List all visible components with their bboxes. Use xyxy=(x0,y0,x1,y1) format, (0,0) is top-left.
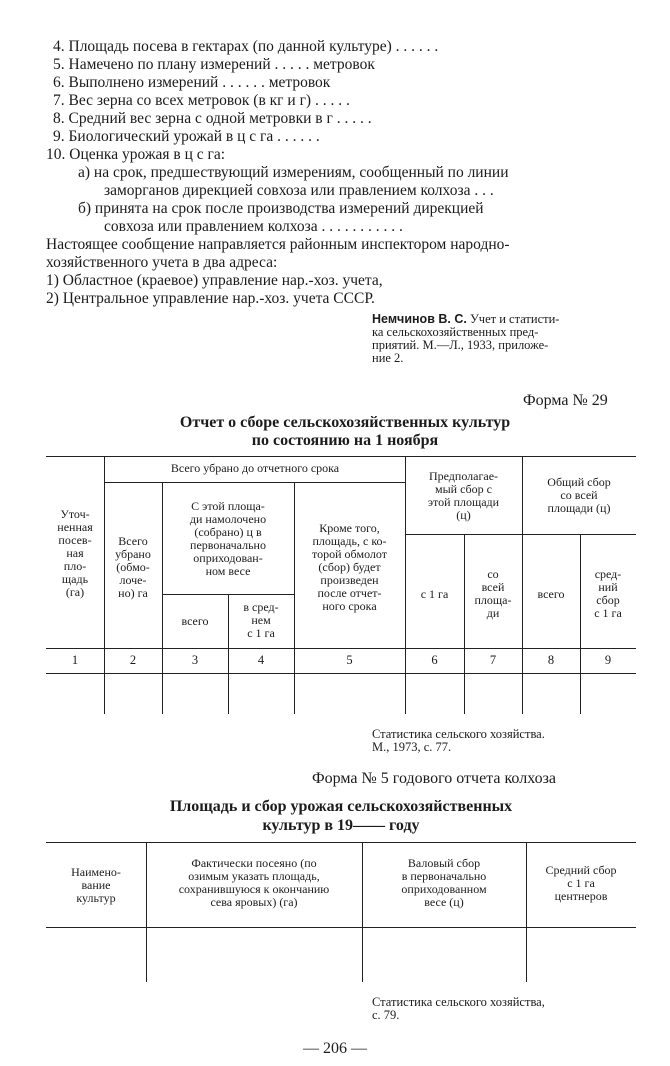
note-line1: Настоящее сообщение направляется районным инспектором народно- xyxy=(46,236,510,253)
form-5-title-line1: Площадь и сбор урожая сельскохозяйственных xyxy=(169,798,513,815)
citation-1-title: Учет и статисти- xyxy=(469,312,560,326)
list-item-4: 4. Площадь посева в гектарах (по данной культуре) . . . . . . xyxy=(53,38,439,55)
form-29-title-line1: Отчет о сборе сельскохозяйственных культур xyxy=(179,414,511,431)
sub-item-a-line2: заморганов дирекцией совхоза или правлением колхоза . . . xyxy=(104,182,494,199)
form-29-col2-header: Всего убрано (обмо- лоче- но) га xyxy=(115,534,151,600)
list-item-10: 10. Оценка урожая в ц с га: xyxy=(46,146,226,163)
form-29-col-number: 4 xyxy=(257,653,265,667)
form-29-col3-header: всего xyxy=(181,614,209,628)
address-1: 1) Областное (краевое) управление нар.-хоз. учета, xyxy=(46,272,383,289)
citation-3-line1: Статистика сельского хозяйства, xyxy=(372,995,545,1009)
form-29-col-number: 3 xyxy=(191,653,199,667)
citation-2-line1: Статистика сельского хозяйства. xyxy=(372,727,545,741)
form-29-col5-header: Кроме того, площадь, с ко- торой обмолот (сбор) будет произведен после отчет- ного срока xyxy=(311,521,387,613)
list-item-5: 5. Намечено по плану измерений . . . . . метровок xyxy=(53,56,375,73)
form-29-title-line2: по состоянию на 1 ноября xyxy=(251,432,439,449)
form-29-col-number: 9 xyxy=(604,653,612,667)
form-29-group-threshed-header: С этой площа- ди намолочено (собрано) ц в первоначально оприходован- ном весе xyxy=(189,499,267,578)
citation-1-line2: ка сельскохозяйственных пред- xyxy=(372,325,539,339)
citation-1-author: Немчинов В. С. xyxy=(372,312,467,326)
page-number: — 206 — xyxy=(303,1040,367,1057)
form-29-col-number: 7 xyxy=(489,653,497,667)
citation-1-line1 xyxy=(372,312,559,326)
form-5-title-line2: культур в 19—— году xyxy=(262,817,420,834)
list-item-8: 8. Средний вес зерна с одной метровки в г . . . . . xyxy=(53,110,372,127)
form-29-col-number: 5 xyxy=(346,653,353,667)
form-29-group-total-harvest-header: Общий сбор со всей площади (ц) xyxy=(547,475,611,515)
form-5-col2-header: Фактически посеяно (по озимым указать площадь, сохранившуюся к окончанию сева яровых) (га) xyxy=(178,856,330,909)
note-line2: хозяйственного учета в два адреса: xyxy=(46,254,278,271)
sub-item-b-line1: б) принята на срок после производства измерений дирекцией xyxy=(78,200,484,217)
form-5-col3-header: Валовый сбор в первоначально оприходованном весе (ц) xyxy=(401,856,487,909)
form-29-col-number: 8 xyxy=(547,653,555,667)
sub-item-b-line2: совхоза или правлением колхоза . . . . . . . . . . . xyxy=(104,218,403,235)
form-29-col-number: 2 xyxy=(129,653,137,667)
form-29-group-total-header: Всего убрано до отчетного срока xyxy=(170,461,340,475)
form-29-col-number: 6 xyxy=(431,653,438,667)
form-5-label: Форма № 5 годового отчета колхоза xyxy=(312,770,556,787)
form-29-col1-header: Уточ- ненная посев- ная пло- щадь (га) xyxy=(57,507,93,599)
form-5-col4-header: Средний сбор с 1 га центнеров xyxy=(545,863,617,903)
form-29-col9-header: сред- ний сбор с 1 га xyxy=(594,567,622,620)
form-29-col6-header: с 1 га xyxy=(420,587,449,601)
form-29-col-number: 1 xyxy=(71,653,79,667)
list-item-9: 9. Биологический урожай в ц с га . . . . . . xyxy=(53,128,320,145)
citation-3-line2: с. 79. xyxy=(372,1008,400,1022)
form-5-col1-header: Наимено- вание культур xyxy=(71,865,121,905)
form-29-col8-header: всего xyxy=(537,587,565,601)
citation-2-line2: М., 1973, с. 77. xyxy=(372,740,452,754)
form-29-group-expected-header: Предполагае- мый сбор с этой площади (ц) xyxy=(427,469,500,522)
sub-item-a-line1: а) на срок, предшествующий измерениям, сообщенный по линии xyxy=(78,164,509,181)
citation-1-line3: приятий. М.—Л., 1933, приложе- xyxy=(372,338,549,352)
form-29-label: Форма № 29 xyxy=(523,392,608,409)
list-item-6: 6. Выполнено измерений . . . . . . метровок xyxy=(53,74,331,91)
list-item-7: 7. Вес зерна со всех метровок (в кг и г) . . . . . xyxy=(53,92,350,109)
address-2: 2) Центральное управление нар.-хоз. учета СССР. xyxy=(46,290,375,307)
citation-1-line4: ние 2. xyxy=(372,351,404,365)
form-29-col7-header: со всей площа- ди xyxy=(474,567,512,620)
form-29-col4-header: в сред- нем с 1 га xyxy=(243,600,279,640)
